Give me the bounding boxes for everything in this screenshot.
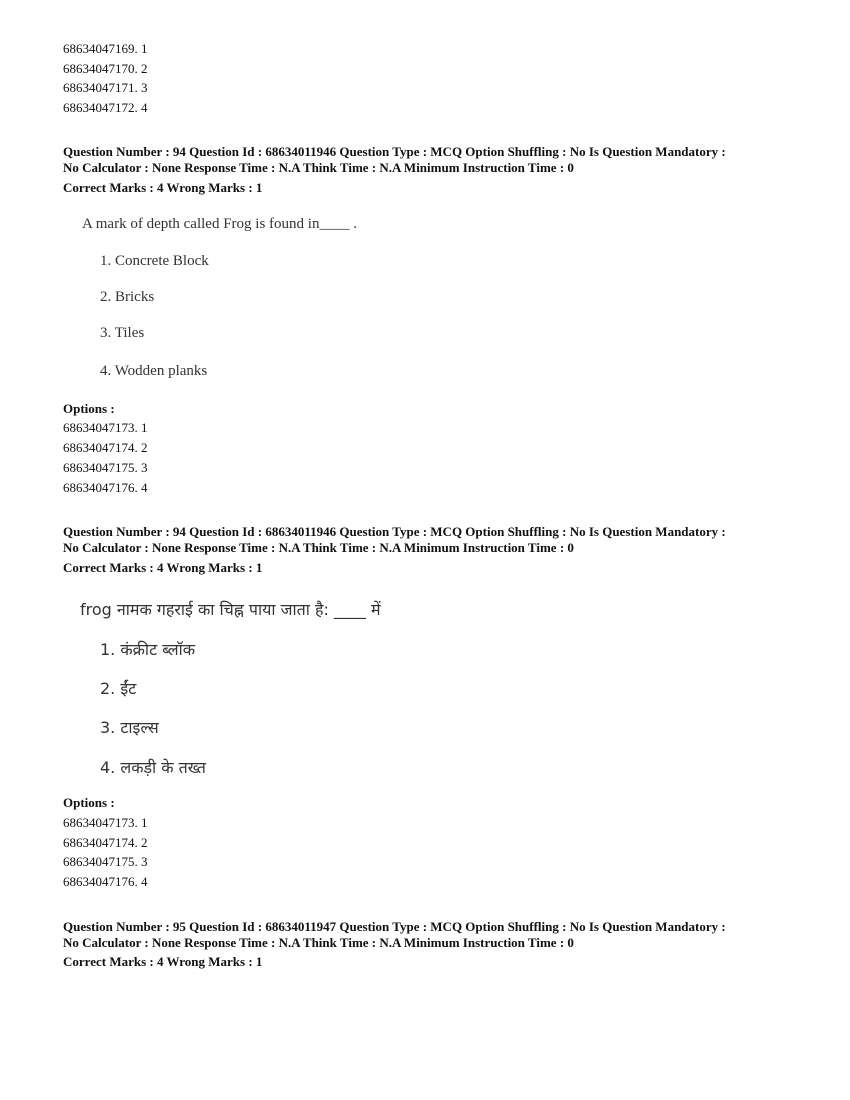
question-text: frog नामक गहराई का चिह्न पाया जाता है: ____ में	[80, 600, 381, 619]
question-choice: 2. ईंट	[100, 679, 137, 698]
question-choice: 4. Wodden planks	[100, 363, 208, 379]
option-id-line: 68634047175. 3	[63, 460, 148, 475]
question-choice: 1. कंक्रीट ब्लॉक	[100, 640, 196, 659]
option-id-line: 68634047173. 1	[63, 815, 148, 830]
option-id-line: 68634047173. 1	[63, 420, 148, 435]
question-choice: 3. टाइल्स	[100, 718, 159, 737]
option-id-line: 68634047169. 1	[63, 41, 148, 56]
option-id-line: 68634047176. 4	[63, 480, 148, 495]
question-marks: Correct Marks : 4 Wrong Marks : 1	[63, 954, 263, 969]
question-choice: 3. Tiles	[100, 325, 145, 341]
question-text: A mark of depth called Frog is found in____ .	[82, 216, 357, 232]
question-meta-line1: Question Number : 94 Question Id : 68634011946 Question Type : MCQ Option Shuffling : No Is Question Mandatory :	[63, 524, 726, 539]
question-marks: Correct Marks : 4 Wrong Marks : 1	[63, 560, 263, 575]
question-meta-line1: Question Number : 94 Question Id : 68634011946 Question Type : MCQ Option Shuffling : No Is Question Mandatory :	[63, 144, 726, 159]
option-id-line: 68634047171. 3	[63, 80, 148, 95]
question-choice: 1. Concrete Block	[100, 253, 209, 269]
option-id-line: 68634047174. 2	[63, 835, 148, 850]
question-meta-line2: No Calculator : None Response Time : N.A Think Time : N.A Minimum Instruction Time : 0	[63, 935, 574, 950]
options-label: Options :	[63, 401, 115, 416]
options-label: Options :	[63, 795, 115, 810]
question-marks: Correct Marks : 4 Wrong Marks : 1	[63, 180, 263, 195]
option-id-line: 68634047170. 2	[63, 61, 148, 76]
option-id-line: 68634047176. 4	[63, 874, 148, 889]
question-choice: 2. Bricks	[100, 289, 155, 305]
question-meta-line2: No Calculator : None Response Time : N.A Think Time : N.A Minimum Instruction Time : 0	[63, 160, 574, 175]
question-choice: 4. लकड़ी के तख्त	[100, 758, 206, 777]
option-id-line: 68634047174. 2	[63, 440, 148, 455]
option-id-line: 68634047172. 4	[63, 100, 148, 115]
question-meta-line1: Question Number : 95 Question Id : 68634011947 Question Type : MCQ Option Shuffling : No Is Question Mandatory :	[63, 919, 726, 934]
option-id-line: 68634047175. 3	[63, 854, 148, 869]
question-meta-line2: No Calculator : None Response Time : N.A Think Time : N.A Minimum Instruction Time : 0	[63, 540, 574, 555]
